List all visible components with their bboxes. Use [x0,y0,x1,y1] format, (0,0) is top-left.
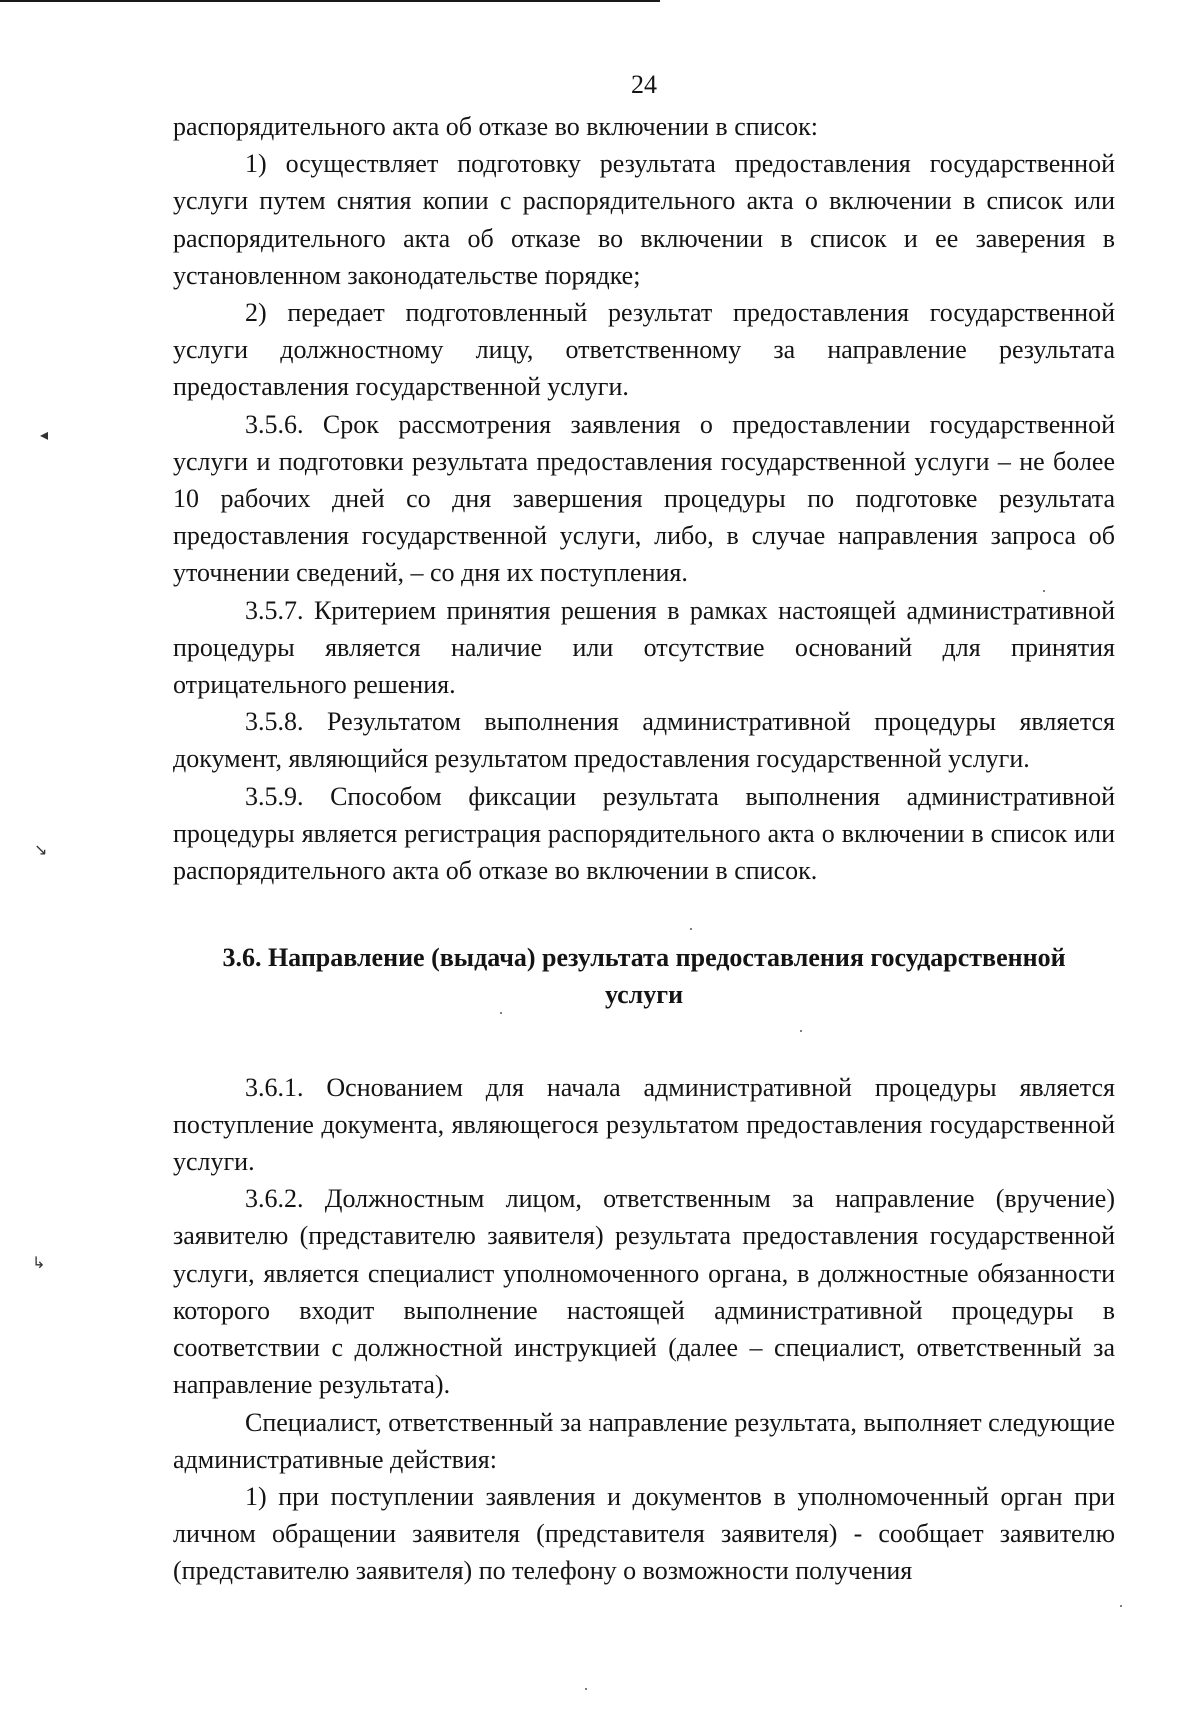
clause-3-5-6: 3.5.6. Срок рассмотрения заявления о предоставлении государственной услуги и подготовки результата предоставления государственной услуги – не более 10 рабочих дней со дня завершения процедуры по подготовке результата предоставления государственной услуги, либо, в случае направления запроса об уточнении сведений, – со дня их поступления. [173,409,1115,588]
scan-mark-arrow: ◂ [40,425,49,444]
list-item-1: 1) осуществляет подготовку результата предоставления государственной услуги путем снятия копии с распорядительного акта о включении в список или распорядительного акта об отказе во включении в список и ее заверения в установленном законодательстве порядке; [173,149,1115,290]
paragraph-continuation: распорядительного акта об отказе во включении в список: [173,112,818,141]
action-item-1: 1) при поступлении заявления и документов в уполномоченный орган при личном обращении заявителя (представителя заявителя) - сообщает заявителю (представителю заявителя) по телефону о возможности получения [173,1481,1115,1586]
clause-3-6-1: 3.6.1. Основанием для начала административной процедуры является поступление документа, являющегося результатом предоставления государственной услуги. [173,1072,1115,1177]
clause-3-5-8: 3.5.8. Результатом выполнения административной процедуры является документ, являющийся результатом предоставления государственной услуги. [173,707,1115,774]
clause-3-5-7: 3.5.7. Критерием принятия решения в рамках настоящей административной процедуры является наличие или отсутствие оснований для принятия отрицательного решения. [173,595,1115,700]
page-number: 24 [631,70,657,99]
document-page [173,66,1115,1590]
scan-speck [1120,1605,1122,1607]
scan-mark-tick: ↳ [32,1253,46,1272]
clause-3-6-2: 3.6.2. Должностным лицом, ответственным за направление (вручение) заявителю (представителю заявителя) результата предоставления государственной услуги, является специалист уполномоченного органа, в должностные обязанности которого входит выполнение настоящей административной процедуры в соответствии с должностной инструкцией (далее – специалист, ответственный за направление результата). [173,1184,1115,1400]
clause-3-5-9: 3.5.9. Способом фиксации результата выполнения административной процедуры является регистрация распорядительного акта о включении в список или распорядительного акта об отказе во включении в список. [173,781,1115,886]
list-item-2: 2) передает подготовленный результат предоставления государственной услуги должностному лицу, ответственному за направление результата предоставления государственной услуги. [173,298,1115,402]
paragraph-specialist-actions: Специалист, ответственный за направление результата, выполняет следующие административные действия: [173,1407,1115,1474]
scan-top-border [0,0,660,2]
scan-speck [585,1688,587,1690]
section-heading: 3.6. Направление (выдача) результата предоставления государственной услуги [222,943,1066,1010]
scan-mark-tick: ↘ [34,840,48,859]
